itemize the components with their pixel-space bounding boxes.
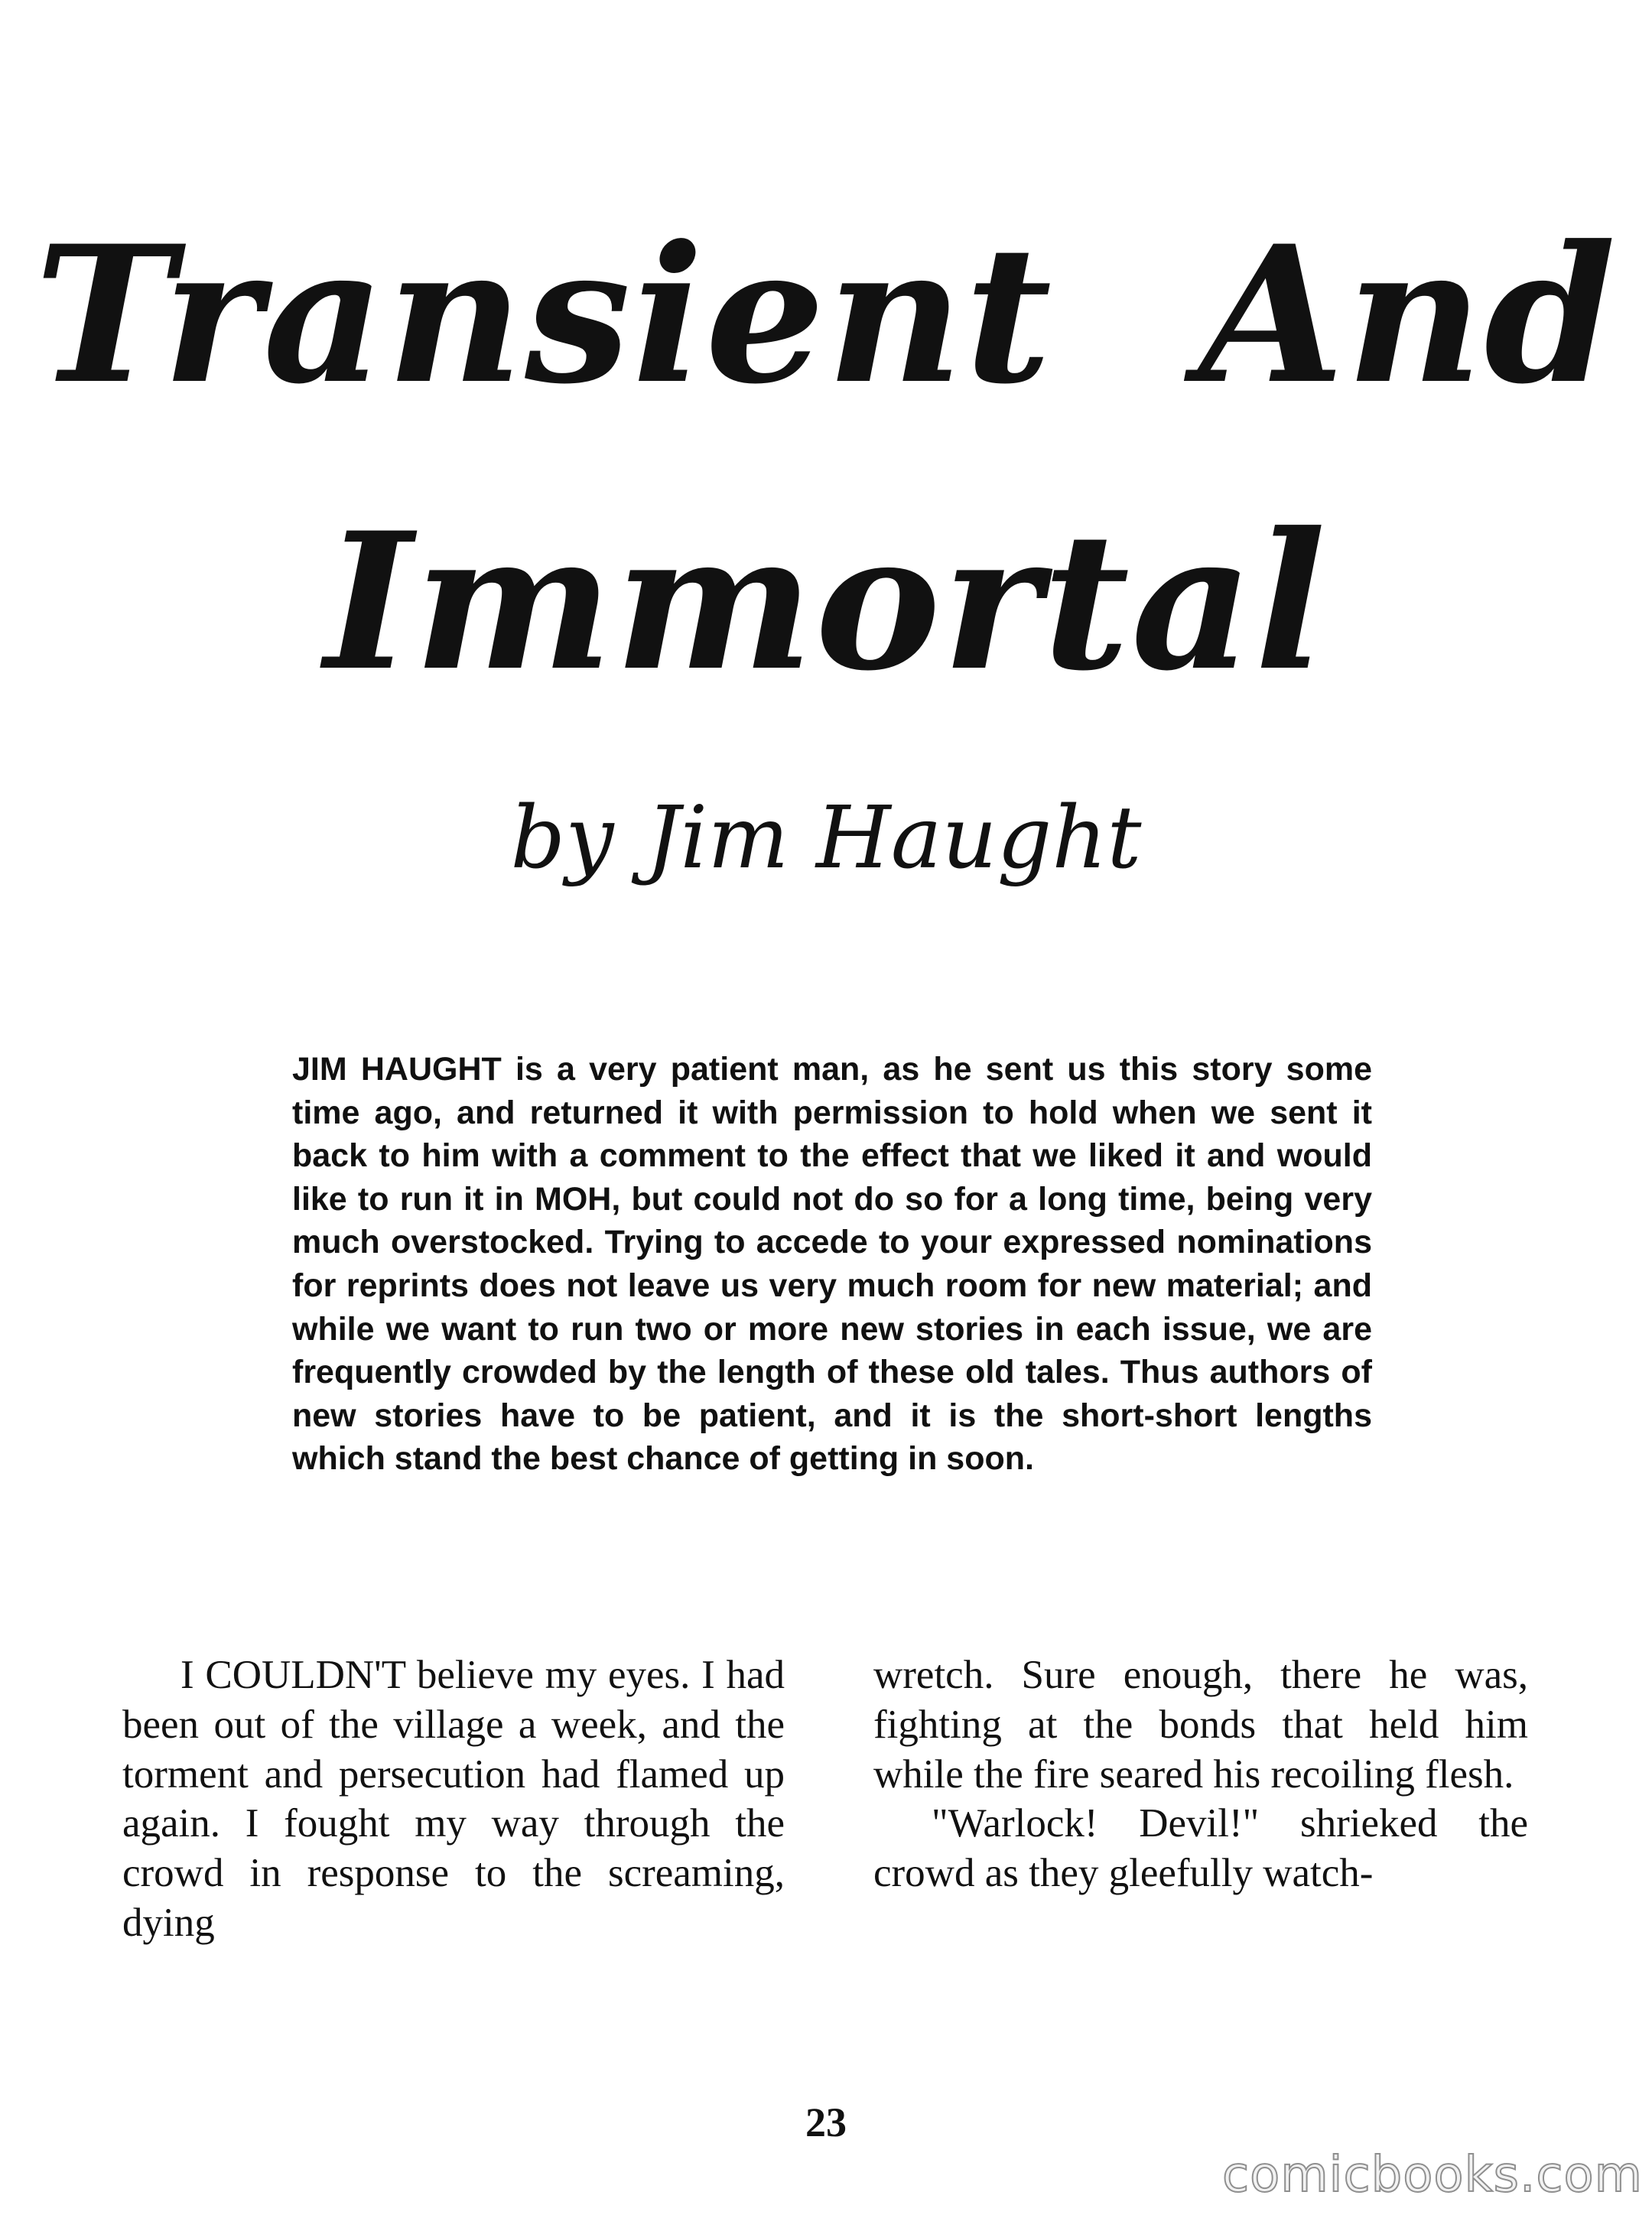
- story-title-line-2: Immortal: [324, 492, 1328, 713]
- title-word-and: And: [1198, 205, 1618, 426]
- story-paragraph: I COULDN'T believe my eyes. I had been out of the village a week, and the torment and persecution had flamed up again. I fought my way through the crowd in response to the screaming, dying: [122, 1653, 785, 1945]
- story-paragraph: "Warlock! Devil!" shrieked the crowd as they gleefully watch-: [873, 1801, 1528, 1896]
- page-number: 23: [805, 2099, 847, 2145]
- story-title-line-1: [0, 205, 1652, 426]
- byline-by: by: [510, 789, 614, 888]
- byline-author: Jim Haught: [646, 789, 1142, 888]
- title-word-transient: Transient: [34, 205, 1054, 426]
- story-paragraph-continued: wretch. Sure enough, there he was, fighting at the bonds that held him while the fire seared his recoiling flesh.: [873, 1653, 1528, 1797]
- byline: [0, 789, 1652, 888]
- editor-intro-paragraph: JIM HAUGHT is a very patient man, as he sent us this story some time ago, and returned it with permission to hold when we sent it back to him with a comment to the effect that we liked it and would like to run it in MOH, but could not do so for a long time, being very much overstocked. Trying to accede to your expressed nominations for reprints does not leave us very much room for new material; and while we want to run two or more new stories in each issue, we are frequently crowded by the length of these old tales. Thus authors of new stories have to be patient, and it is the short-short lengths which stand the best chance of getting in soon.: [292, 1051, 1372, 1478]
- site-watermark: comicbooks.com: [1221, 2147, 1643, 2203]
- story-column-right: [873, 1650, 1528, 1898]
- story-column-left: [122, 1650, 785, 1948]
